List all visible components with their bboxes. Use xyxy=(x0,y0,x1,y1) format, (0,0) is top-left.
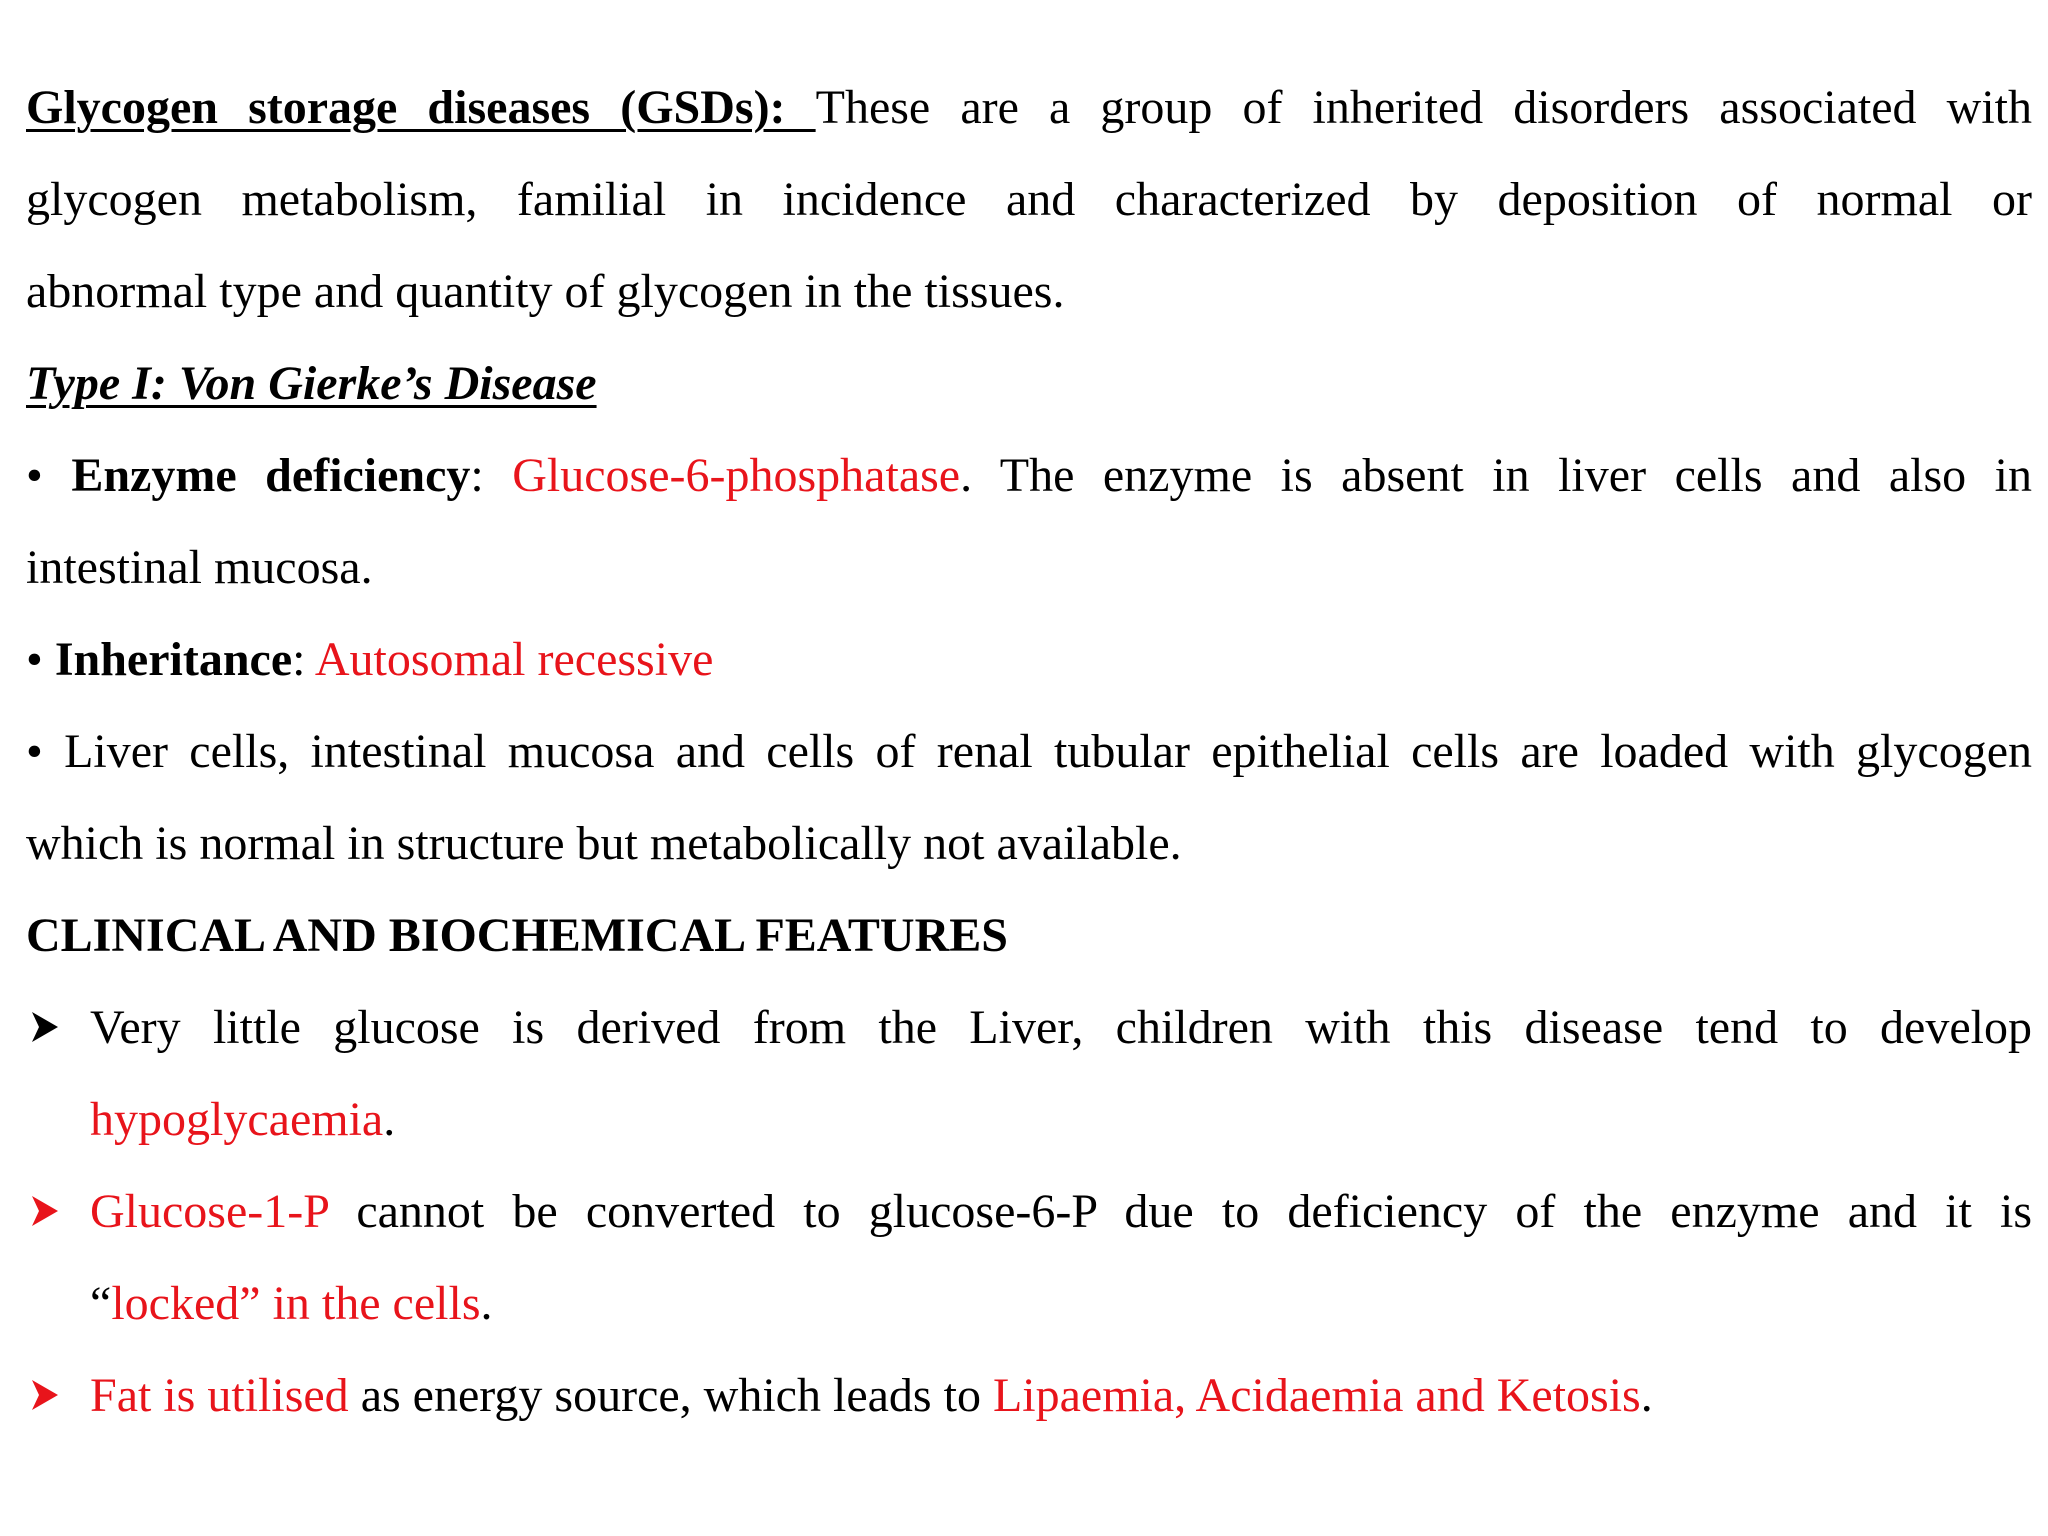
liver-line-1: • Liver cells, intestinal mucosa and cells of renal tubular epithelial cells are loaded with glycogen xyxy=(26,725,2032,778)
feature-item-1-text: Very little glucose is derived from the Liver, children with this disease tend to develop xyxy=(90,1001,2032,1054)
feature-item-3-line-1 xyxy=(26,1350,2032,1442)
intro-line-1 xyxy=(26,62,2032,154)
intro-line-2: glycogen metabolism, familial in incidence and characterized by deposition of normal or xyxy=(26,173,2032,226)
feature-item-1-red: hypoglycaemia xyxy=(90,1093,384,1146)
enzyme-bullet: • xyxy=(26,449,72,502)
enzyme-rest-1: . The enzyme is absent in liver cells and also in xyxy=(960,449,2032,502)
inheritance-value: Autosomal recessive xyxy=(314,633,714,686)
feature-item-2-quote: “ xyxy=(90,1277,112,1330)
intro-text-1: These are a group of inherited disorders associated with xyxy=(815,81,2032,134)
intro-line-3: abnormal type and quantity of glycogen in the tissues. xyxy=(26,265,1065,318)
arrowhead-bullet-icon xyxy=(30,1378,60,1412)
enzyme-line-2: intestinal mucosa. xyxy=(26,541,373,594)
type1-title: Type I: Von Gierke’s Disease xyxy=(26,357,597,410)
enzyme-line-1 xyxy=(26,430,2032,522)
enzyme-colon: : xyxy=(470,449,513,502)
liver-line-2: which is normal in structure but metabolically not available. xyxy=(26,817,1182,870)
feature-item-1-line-2 xyxy=(26,1074,2032,1166)
feature-item-2-line-2 xyxy=(26,1258,2032,1350)
feature-item-2-text: cannot be converted to glucose-6-P due to deficiency of the enzyme and it is xyxy=(328,1185,2032,1238)
feature-item-2-red-2: locked” in the cells xyxy=(111,1277,481,1330)
enzyme-value: Glucose-6-phosphatase xyxy=(512,449,961,502)
feature-item-1-line-1 xyxy=(26,982,2032,1074)
features-heading: CLINICAL AND BIOCHEMICAL FEATURES xyxy=(26,909,1008,962)
arrowhead-bullet-icon xyxy=(30,1194,60,1228)
inheritance-line xyxy=(26,614,2032,706)
feature-item-2-line-1 xyxy=(26,1166,2032,1258)
arrowhead-bullet-icon xyxy=(30,1010,60,1044)
feature-item-2-end: . xyxy=(480,1277,493,1330)
inheritance-colon: : xyxy=(292,633,315,686)
feature-item-2-red-1: Glucose-1-P xyxy=(90,1185,329,1238)
feature-item-3-end: . xyxy=(1640,1369,1653,1422)
enzyme-label: Enzyme deficiency xyxy=(71,449,471,502)
feature-item-3-red-2: Lipaemia, Acidaemia and Ketosis xyxy=(992,1369,1641,1422)
inheritance-bullet: • xyxy=(26,633,55,686)
feature-item-3-red-1: Fat is utilised xyxy=(90,1369,349,1422)
feature-item-1-end: . xyxy=(383,1093,396,1146)
feature-item-3-mid: as energy source, which leads to xyxy=(348,1369,993,1422)
intro-heading: Glycogen storage diseases (GSDs): xyxy=(26,81,816,134)
type1-title-row xyxy=(26,338,2032,430)
inheritance-label: Inheritance xyxy=(54,633,293,686)
